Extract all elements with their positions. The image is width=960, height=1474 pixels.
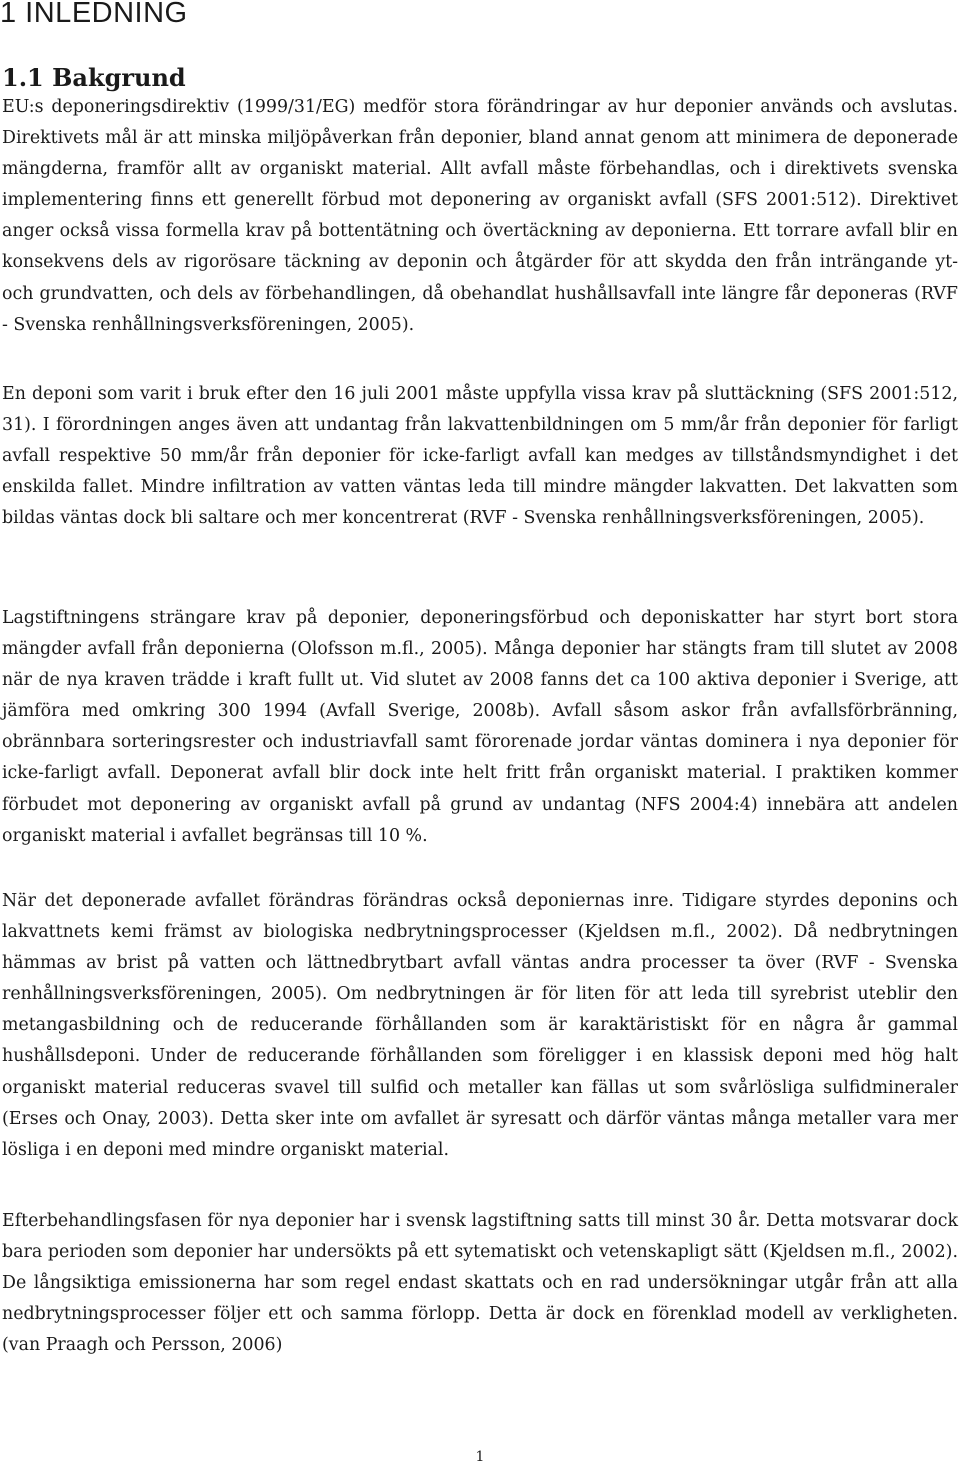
chapter-title: 1 INLEDNING [0, 0, 188, 29]
page-number: 1 [475, 1449, 485, 1465]
paragraph: När det deponerade avfallet förändras förändras också deponiernas inre. Tidigare styrdes deponins och lakvattnets kemi främst av biologiska nedbrytningsprocesser (Kjeldsen m.fl., 2002). Då nedbrytningen hämmas av brist på vatten och lättnedbrytbart avfall väntas andra processer ta över (RVF - Svenska renhållningsverksföreningen, 2005). Om nedbrytningen är för liten för att leda till syrebrist uteblir den metangasbildning och de reducerande förhållanden som är karaktäristiskt för en några år gammal hushållsdeponi. Under de reducerande förhållanden som föreligger i en klassisk deponi med hög halt organiskt material reduceras svavel till sulfid och metaller kan fällas ut som svårlösliga sulfidmineraler (Erses och Onay, 2003). Detta sker inte om avfallet är syresatt och därför väntas många metaller vara mer lösliga i en deponi med mindre organiskt material. [2, 891, 958, 1160]
paragraph: Lagstiftningens strängare krav på deponier, deponeringsförbud och deponiskatter har styrt bort stora mängder avfall från deponierna (Olofsson m.fl., 2005). Många deponier har stängts fram till slutet av 2008 när de nya kraven trädde i kraft fullt ut. Vid slutet av 2008 fanns det ca 100 aktiva deponier i Sverige, att jämföra med omkring 300 1994 (Avfall Sverige, 2008b). Avfall såsom askor från avfallsförbränning, obrännbara sorteringsrester och industriavfall samt förorenade jordar väntas dominera i nya deponier för icke-farligt avfall. Deponerat avfall blir dock inte helt fritt från organiskt material. I praktiken kommer förbudet mot deponering av organiskt avfall på grund av undantag (NFS 2004:4) innebära att andelen organiskt material i avfallet begränsas till 10 %. [2, 608, 958, 846]
section-title: 1.1 Bakgrund [2, 63, 186, 92]
paragraph: En deponi som varit i bruk efter den 16 juli 2001 måste uppfylla vissa krav på sluttäckning (SFS 2001:512, 31). I förordningen anges även att undantag från lakvattenbildningen om 5 mm/år från deponier för farligt avfall respektive 50 mm/år från deponier för icke-farligt avfall kan medges av tillståndsmyndighet i det enskilda fallet. Mindre infiltration av vatten väntas leda till mindre mängder lakvatten. Det lakvatten som bildas väntas dock bli saltare och mer koncentrerat (RVF - Svenska renhållningsverksföreningen, 2005). [2, 384, 958, 529]
paragraph: Efterbehandlingsfasen för nya deponier har i svensk lagstiftning satts till minst 30 år. Detta motsvarar dock bara perioden som deponier har undersökts på ett sytematiskt och vetenskapligt sätt (Kjeldsen m.fl., 2002). De långsiktiga emissionerna har som regel endast skattats och en rad undersökningar utgår från att alla nedbrytningsprocesser följer ett och samma förlopp. Detta är dock en förenklad modell av verkligheten. (van Praagh och Persson, 2006) [2, 1211, 958, 1356]
paragraph: EU:s deponeringsdirektiv (1999/31/EG) medför stora förändringar av hur deponier används och avslutas. Direktivets mål är att minska miljöpåverkan från deponier, bland annat genom att minimera de deponerade mängderna, framför allt av organiskt material. Allt avfall måste förbehandlas, och i direktivets svenska implementering finns ett generellt förbud mot deponering av organiskt avfall (SFS 2001:512). Direktivet anger också vissa formella krav på bottentätning och övertäckning av deponierna. Ett torrare avfall blir en konsekvens dels av rigorösare täckning av deponin och åtgärder för att skydda den från inträngande yt- och grundvatten, och dels av förbehandlingen, då obehandlat hushållsavfall inte längre får deponeras (RVF - Svenska renhållningsverksföreningen, 2005). [2, 97, 958, 335]
